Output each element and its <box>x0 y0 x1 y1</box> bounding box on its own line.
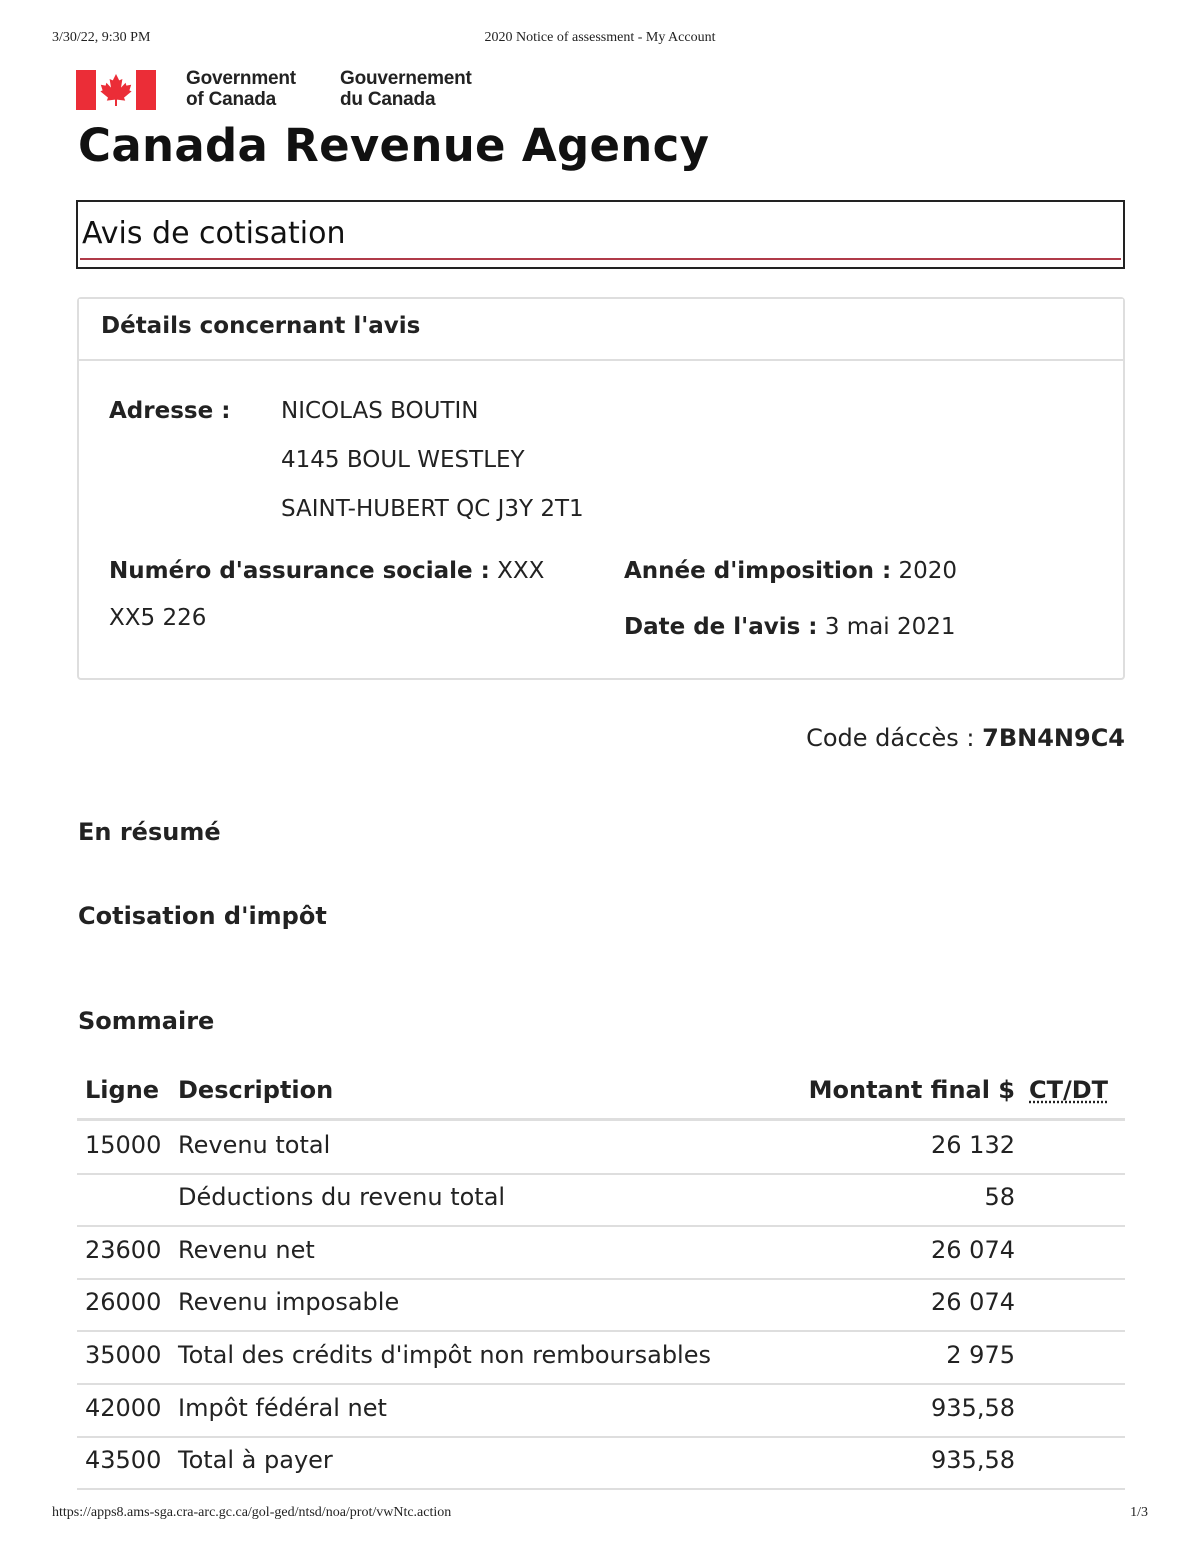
government-signature <box>76 68 516 110</box>
row-description: Total des crédits d'impôt non remboursables <box>178 1341 711 1369</box>
gov-fr-line2: du Canada <box>340 89 436 110</box>
panel-heading <box>79 299 1123 361</box>
row-amount: 935,58 <box>931 1394 1015 1422</box>
row-line: 23600 <box>85 1236 162 1264</box>
tax-year-value: 2020 <box>898 558 958 584</box>
panel-heading-title: Détails concernant l'avis <box>101 313 421 339</box>
header-line: Ligne <box>85 1076 160 1104</box>
notice-date-field <box>624 612 956 642</box>
row-amount: 2 975 <box>946 1341 1015 1369</box>
row-description: Revenu net <box>178 1236 315 1264</box>
row-amount: 935,58 <box>931 1446 1015 1474</box>
flag-right-bar <box>136 70 156 110</box>
address-line-name: NICOLAS BOUTIN <box>281 398 479 424</box>
row-line: 43500 <box>85 1446 162 1474</box>
agency-title: Canada Revenue Agency <box>78 119 710 172</box>
print-page-number: 1/3 <box>1130 1505 1148 1520</box>
sin-label: Numéro d'assurance sociale : <box>109 558 490 584</box>
tax-year-label: Année d'imposition : <box>624 558 892 584</box>
notice-date-value: 3 mai 2021 <box>824 614 956 640</box>
access-code <box>806 724 1125 752</box>
gov-en-line2: of Canada <box>186 89 277 110</box>
gov-en-line1: Government <box>186 68 296 89</box>
table-row <box>77 1121 1125 1175</box>
row-description: Revenu total <box>178 1131 331 1159</box>
row-line: 15000 <box>85 1131 162 1159</box>
notice-details-panel <box>77 297 1125 680</box>
print-page-title: 2020 Notice of assessment - My Account <box>484 30 716 45</box>
notice-date-label: Date de l'avis : <box>624 614 818 640</box>
row-amount: 26 074 <box>931 1236 1015 1264</box>
table-row <box>77 1278 1125 1332</box>
row-line: 26000 <box>85 1288 162 1316</box>
table-row <box>77 1436 1125 1490</box>
row-description: Total à payer <box>178 1446 333 1474</box>
sin-field <box>109 556 544 586</box>
table-header-row <box>77 1066 1125 1121</box>
access-code-label: Code dáccès : <box>806 724 975 752</box>
row-amount: 58 <box>984 1183 1015 1211</box>
row-amount: 26 074 <box>931 1288 1015 1316</box>
gouvernement-du-canada-fr <box>340 68 472 110</box>
row-amount: 26 132 <box>931 1131 1015 1159</box>
access-code-value: 7BN4N9C4 <box>982 724 1125 752</box>
notice-title-underline <box>80 258 1121 260</box>
table-row <box>77 1173 1125 1227</box>
table-row <box>77 1331 1125 1385</box>
sin-value-part2: XX5 226 <box>109 605 207 631</box>
header-description: Description <box>178 1076 334 1104</box>
table-row <box>77 1384 1125 1438</box>
print-header <box>52 30 1148 50</box>
header-amount: Montant final $ <box>808 1076 1015 1104</box>
row-description: Déductions du revenu total <box>178 1183 506 1211</box>
sin-value-part1: XXX <box>497 558 545 584</box>
flag-left-bar <box>76 70 96 110</box>
government-of-canada-en <box>186 68 296 110</box>
address-label: Adresse : <box>109 398 231 424</box>
header-ctdt-abbr: CT/DT <box>1029 1076 1109 1104</box>
print-url: https://apps8.ams-sga.cra-arc.gc.ca/gol-ged/ntsd/noa/prot/vwNtc.action <box>52 1505 452 1520</box>
table-row <box>77 1226 1125 1280</box>
canada-flag-icon <box>76 70 156 110</box>
row-line: 42000 <box>85 1394 162 1422</box>
tax-year-field <box>624 556 957 586</box>
sommaire-heading: Sommaire <box>78 1007 215 1035</box>
address-line-street: 4145 BOUL WESTLEY <box>281 447 525 473</box>
row-line: 35000 <box>85 1341 162 1369</box>
assessment-heading: Cotisation d'impôt <box>78 902 327 930</box>
row-description: Impôt fédéral net <box>178 1394 387 1422</box>
print-footer <box>52 1505 1148 1525</box>
address-line-city: SAINT-HUBERT QC J3Y 2T1 <box>281 496 584 522</box>
notice-title: Avis de cotisation <box>82 216 346 251</box>
print-datetime: 3/30/22, 9:30 PM <box>52 30 151 45</box>
summary-heading: En résumé <box>78 818 221 846</box>
row-description: Revenu imposable <box>178 1288 400 1316</box>
gov-fr-line1: Gouvernement <box>340 68 472 89</box>
notice-title-box <box>76 200 1125 269</box>
